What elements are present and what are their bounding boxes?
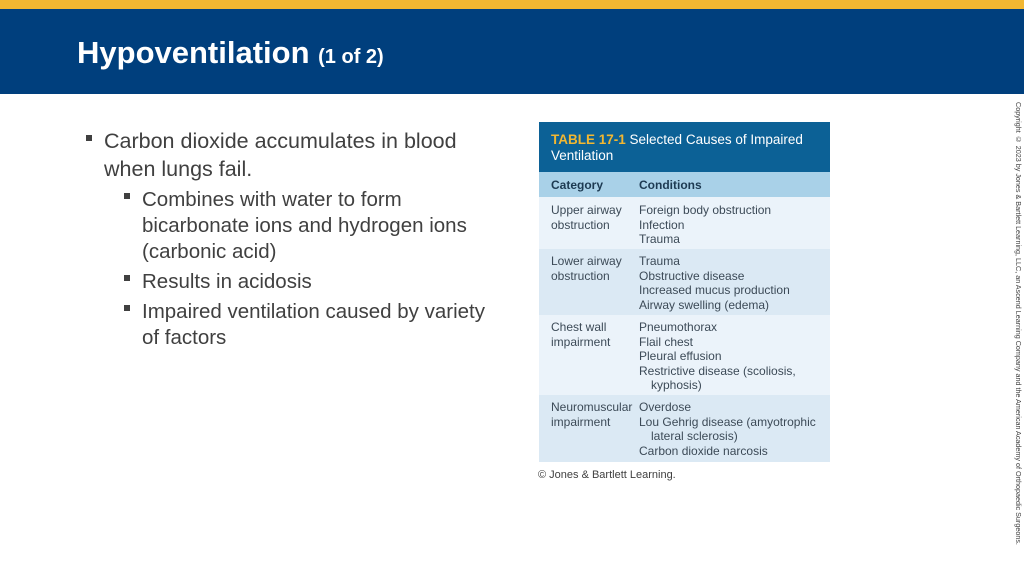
- image-credit: © Jones & Bartlett Learning.: [538, 469, 676, 481]
- condition-item: Overdose: [639, 400, 692, 414]
- bullet-list: [86, 127, 486, 351]
- side-copyright: Copyright © 2023 by Jones & Bartlett Learning, LLC, an Ascend Learning Company and the American Academy of Orthopaedic Surgeons.: [1014, 102, 1023, 545]
- table-row: [539, 249, 830, 315]
- table-row: [539, 395, 830, 462]
- sub-bullet-text: Impaired ventilation caused by variety of factors: [142, 300, 485, 349]
- sub-bullet-text: Combines with water to form bicarbonate ions and hydrogen ions (carbonic acid): [142, 188, 467, 263]
- condition-item: Pleural effusion: [639, 349, 722, 363]
- condition-item: Restrictive disease (scoliosis,: [639, 363, 796, 378]
- bullet-level1: [86, 127, 486, 183]
- slide-title-main: Hypoventilation: [77, 35, 310, 70]
- sub-bullet: [124, 299, 486, 351]
- bullet-text: Carbon dioxide accumulates in blood when lungs fail.: [104, 129, 457, 181]
- row-category: Lower airway obstruction: [551, 254, 622, 283]
- table-caption: [539, 122, 830, 172]
- bullet-square-icon: [124, 193, 130, 199]
- row-category: Neuromuscular impairment: [551, 400, 633, 429]
- condition-item: Lou Gehrig disease (amyotrophic: [639, 414, 816, 429]
- sub-bullet-text: Results in acidosis: [142, 270, 312, 293]
- condition-item: Increased mucus production: [639, 283, 790, 297]
- table-row: [539, 197, 830, 249]
- row-category: Chest wall impairment: [551, 320, 611, 349]
- row-conditions: [639, 400, 830, 462]
- column-header-conditions: Conditions: [639, 177, 702, 192]
- condition-item: Trauma: [639, 254, 680, 268]
- slide-title: [77, 33, 384, 77]
- condition-item: Flail chest: [639, 334, 694, 349]
- sub-bullet: [124, 187, 486, 265]
- column-header-category: Category: [551, 177, 604, 192]
- sub-bullet: [124, 269, 486, 295]
- row-conditions: [639, 254, 830, 315]
- bullet-square-icon: [124, 275, 130, 281]
- bullet-square-icon: [86, 135, 92, 141]
- condition-item: Infection: [639, 217, 685, 232]
- slide-title-suffix: (1 of 2): [318, 46, 384, 68]
- causes-table: [539, 122, 830, 462]
- table-number: TABLE 17-1: [551, 132, 626, 147]
- row-category: Upper airway obstruction: [551, 203, 622, 232]
- condition-item-continued: lateral sclerosis): [651, 429, 738, 443]
- condition-item: Foreign body obstruction: [639, 203, 772, 217]
- bullet-square-icon: [124, 305, 130, 311]
- condition-item: Trauma: [639, 232, 680, 246]
- condition-item: Pneumothorax: [639, 320, 718, 334]
- table-title: Selected Causes of Impaired Ventilation: [551, 132, 803, 163]
- row-conditions: [639, 203, 830, 249]
- condition-item: Airway swelling (edema): [639, 297, 770, 312]
- row-conditions: [639, 320, 830, 395]
- table-row: [539, 315, 830, 395]
- condition-item-continued: kyphosis): [651, 378, 702, 392]
- table-header-row: [539, 172, 830, 197]
- condition-item: Carbon dioxide narcosis: [639, 443, 768, 458]
- top-accent-bar: [0, 0, 1024, 9]
- condition-item: Obstructive disease: [639, 268, 745, 283]
